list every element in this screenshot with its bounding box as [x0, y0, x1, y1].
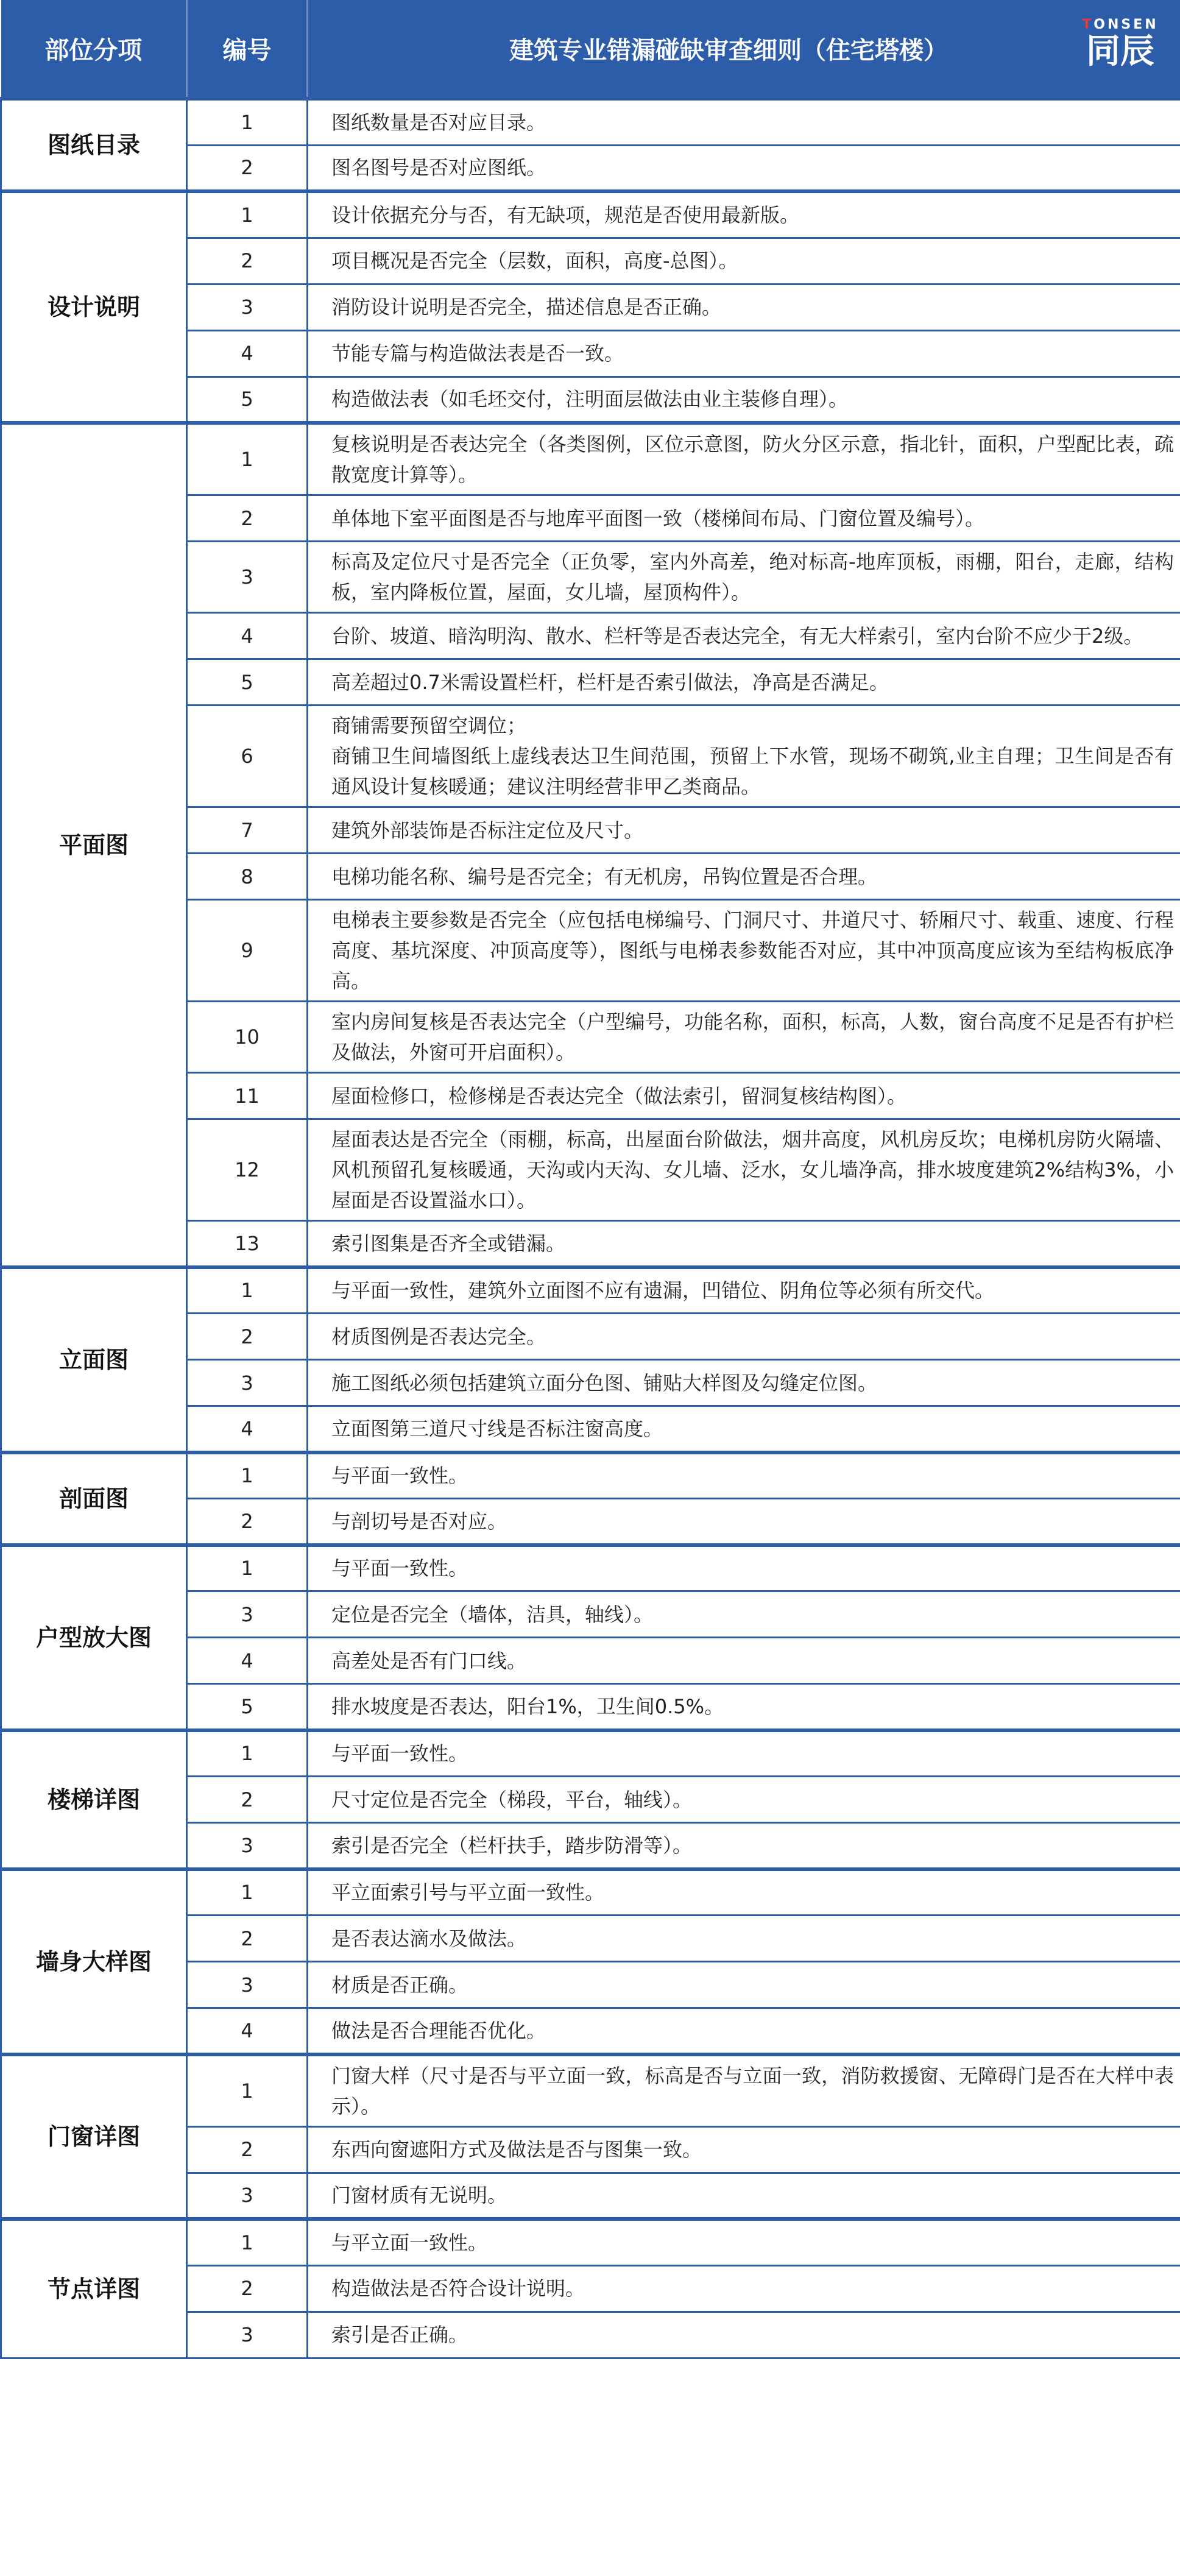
section-name: 设计说明	[1, 191, 187, 423]
item-text: 设计依据充分与否，有无缺项，规范是否使用最新版。	[308, 191, 1180, 238]
item-text: 构造做法表（如毛坯交付，注明面层做法由业主装修自理）。	[308, 377, 1180, 423]
item-number: 3	[187, 542, 308, 613]
item-number: 1	[187, 99, 308, 145]
item-number: 1	[187, 191, 308, 238]
logo-en: TONSEN	[1082, 17, 1159, 32]
item-text: 台阶、坡道、暗沟明沟、散水、栏杆等是否表达完全，有无大样索引，室内台阶不应少于2级。	[308, 613, 1180, 659]
item-text: 屋面检修口，检修梯是否表达完全（做法索引，留洞复核结构图）。	[308, 1073, 1180, 1119]
item-text: 平立面索引号与平立面一致性。	[308, 1869, 1180, 1916]
section-name: 立面图	[1, 1267, 187, 1453]
item-number: 6	[187, 706, 308, 807]
table-row	[1, 1545, 1180, 1591]
item-number: 1	[187, 1730, 308, 1777]
item-text: 高差处是否有门口线。	[308, 1638, 1180, 1684]
section-name: 节点详图	[1, 2219, 187, 2358]
item-text: 索引图集是否齐全或错漏。	[308, 1221, 1180, 1267]
item-text: 定位是否完全（墙体，洁具，轴线）。	[308, 1591, 1180, 1638]
item-number: 4	[187, 1638, 308, 1684]
item-number: 2	[187, 238, 308, 284]
item-text: 高差超过0.7米需设置栏杆，栏杆是否索引做法，净高是否满足。	[308, 659, 1180, 706]
item-text: 排水坡度是否表达，阳台1%，卫生间0.5%。	[308, 1684, 1180, 1730]
item-text: 立面图第三道尺寸线是否标注窗高度。	[308, 1406, 1180, 1453]
item-number: 2	[187, 1314, 308, 1360]
item-number: 8	[187, 854, 308, 900]
item-number: 3	[187, 1591, 308, 1638]
item-text: 节能专篇与构造做法表是否一致。	[308, 330, 1180, 377]
item-number: 3	[187, 2173, 308, 2219]
table-row	[1, 2054, 1180, 2127]
item-text: 图纸数量是否对应目录。	[308, 99, 1180, 145]
section-name: 户型放大图	[1, 1545, 187, 1730]
item-number: 11	[187, 1073, 308, 1119]
table-header	[1, 0, 1180, 99]
item-number: 1	[187, 1453, 308, 1499]
item-text: 是否表达滴水及做法。	[308, 1916, 1180, 1962]
item-number: 3	[187, 1962, 308, 2008]
table-body	[1, 99, 1180, 2358]
item-number: 1	[187, 423, 308, 495]
item-number: 2	[187, 145, 308, 191]
item-text: 索引是否正确。	[308, 2312, 1180, 2358]
section-name: 门窗详图	[1, 2054, 187, 2220]
table-row	[1, 191, 1180, 238]
table-row	[1, 1869, 1180, 1916]
item-number: 4	[187, 2008, 308, 2054]
item-text: 门窗大样（尺寸是否与平立面一致，标高是否与立面一致，消防救援窗、无障碍门是否在大样中表示）。	[308, 2054, 1180, 2127]
table-row	[1, 423, 1180, 495]
item-number: 2	[187, 2265, 308, 2312]
table-row	[1, 99, 1180, 145]
item-number: 10	[187, 1002, 308, 1073]
item-text: 室内房间复核是否表达完全（户型编号，功能名称，面积，标高，人数，窗台高度不足是否有护栏及做法，外窗可开启面积）。	[308, 1002, 1180, 1073]
item-number: 1	[187, 2054, 308, 2127]
item-number: 4	[187, 1406, 308, 1453]
item-text: 复核说明是否表达完全（各类图例，区位示意图，防火分区示意，指北针，面积，户型配比表，疏散宽度计算等）。	[308, 423, 1180, 495]
header-number: 编号	[187, 0, 308, 99]
item-number: 2	[187, 1916, 308, 1962]
item-text: 尺寸定位是否完全（梯段，平台，轴线）。	[308, 1777, 1180, 1823]
item-number: 3	[187, 1360, 308, 1406]
item-text: 构造做法是否符合设计说明。	[308, 2265, 1180, 2312]
section-name: 平面图	[1, 423, 187, 1267]
item-text: 单体地下室平面图是否与地库平面图一致（楼梯间布局、门窗位置及编号）。	[308, 495, 1180, 542]
item-text: 与平面一致性，建筑外立面图不应有遗漏，凹错位、阴角位等必须有所交代。	[308, 1267, 1180, 1314]
item-number: 3	[187, 1823, 308, 1869]
header-title: 建筑专业错漏碰缺审查细则（住宅塔楼）	[308, 0, 1180, 99]
logo-cn: 同辰	[1086, 32, 1154, 71]
section-name: 图纸目录	[1, 99, 187, 191]
item-text: 施工图纸必须包括建筑立面分色图、铺贴大样图及勾缝定位图。	[308, 1360, 1180, 1406]
item-number: 13	[187, 1221, 308, 1267]
item-number: 2	[187, 1499, 308, 1545]
item-text: 材质是否正确。	[308, 1962, 1180, 2008]
item-text: 门窗材质有无说明。	[308, 2173, 1180, 2219]
item-text: 做法是否合理能否优化。	[308, 2008, 1180, 2054]
item-number: 3	[187, 284, 308, 330]
section-name: 墙身大样图	[1, 1869, 187, 2054]
item-text: 商铺需要预留空调位； 商铺卫生间墙图纸上虚线表达卫生间范围，预留上下水管，现场不砌筑,业主自理；卫生间是否有通风设计复核暖通；建议注明经营非甲乙类商品。	[308, 706, 1180, 807]
item-text: 标高及定位尺寸是否完全（正负零，室内外高差，绝对标高-地库顶板，雨棚，阳台，走廊，结构板，室内降板位置，屋面，女儿墙，屋顶构件）。	[308, 542, 1180, 613]
item-text: 建筑外部装饰是否标注定位及尺寸。	[308, 807, 1180, 854]
item-number: 2	[187, 2126, 308, 2173]
item-number: 1	[187, 2219, 308, 2265]
item-text: 东西向窗遮阳方式及做法是否与图集一致。	[308, 2126, 1180, 2173]
table-row	[1, 1267, 1180, 1314]
item-text: 电梯表主要参数是否完全（应包括电梯编号、门洞尺寸、井道尺寸、轿厢尺寸、载重、速度、行程高度、基坑深度、冲顶高度等），图纸与电梯表参数能否对应，其中冲顶高度应该为至结构板底净高。	[308, 900, 1180, 1002]
item-number: 5	[187, 659, 308, 706]
item-text: 消防设计说明是否完全，描述信息是否正确。	[308, 284, 1180, 330]
table-row	[1, 1730, 1180, 1777]
item-number: 9	[187, 900, 308, 1002]
item-text: 材质图例是否表达完全。	[308, 1314, 1180, 1360]
item-text: 与平面一致性。	[308, 1453, 1180, 1499]
item-number: 5	[187, 1684, 308, 1730]
item-number: 7	[187, 807, 308, 854]
section-name: 剖面图	[1, 1453, 187, 1545]
item-text: 索引是否完全（栏杆扶手，踏步防滑等）。	[308, 1823, 1180, 1869]
item-text: 图名图号是否对应图纸。	[308, 145, 1180, 191]
item-number: 4	[187, 613, 308, 659]
item-number: 12	[187, 1119, 308, 1221]
item-text: 与平面一致性。	[308, 1730, 1180, 1777]
item-number: 5	[187, 377, 308, 423]
item-text: 与平立面一致性。	[308, 2219, 1180, 2265]
item-number: 1	[187, 1869, 308, 1916]
item-text: 电梯功能名称、编号是否完全；有无机房，吊钩位置是否合理。	[308, 854, 1180, 900]
item-text: 项目概况是否完全（层数，面积，高度-总图）。	[308, 238, 1180, 284]
item-text: 与平面一致性。	[308, 1545, 1180, 1591]
item-number: 2	[187, 495, 308, 542]
table-row	[1, 1453, 1180, 1499]
item-number: 1	[187, 1545, 308, 1591]
header-section: 部位分项	[1, 0, 187, 99]
item-number: 4	[187, 330, 308, 377]
tonsen-logo	[1078, 17, 1163, 80]
table-row	[1, 2219, 1180, 2265]
item-number: 3	[187, 2312, 308, 2358]
item-number: 1	[187, 1267, 308, 1314]
item-text: 与剖切号是否对应。	[308, 1499, 1180, 1545]
item-number: 2	[187, 1777, 308, 1823]
section-name: 楼梯详图	[1, 1730, 187, 1869]
item-text: 屋面表达是否完全（雨棚，标高，出屋面台阶做法，烟井高度，风机房反坎；电梯机房防火隔墙、风机预留孔复核暖通，天沟或内天沟、女儿墙、泛水，女儿墙净高，排水坡度建筑2%结构3%，小屋面是否设置溢水口）。	[308, 1119, 1180, 1221]
